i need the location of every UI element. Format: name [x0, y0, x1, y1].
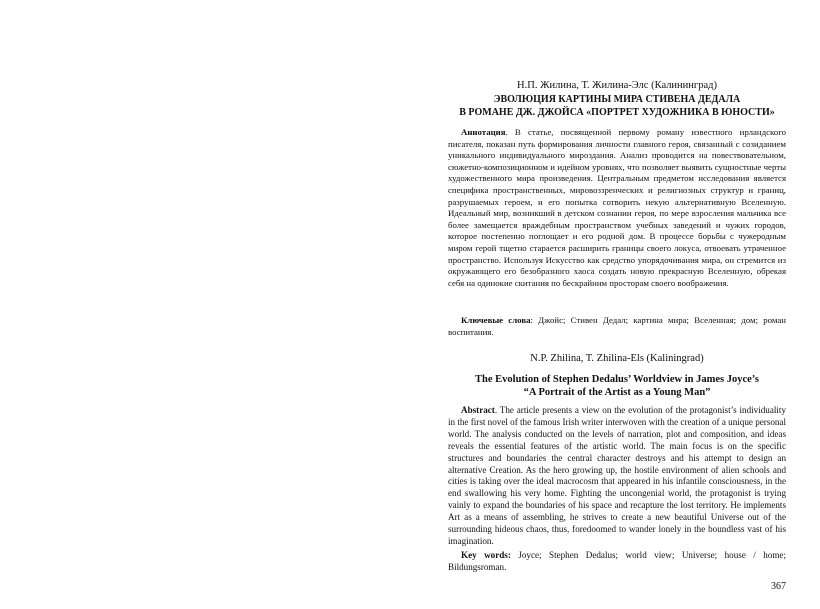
ru-abstract-text: . В статье, посвященной первому роману известного ирландского писателя, показан путь формирования личности главного героя, связанный с созиданием уникального индивидуального мироздания. Анализ проводится на повествовательном, сюжетно-композиционном и идейном уровнях, что позволяет выявить сущностные черты художественного мира произведения. Центральным предметом исследования является специфика пространственных, мировоззренческих и религиозных структур и границ, разрушаемых героем, и его попытка сотворить некую альтернативную Вселенную. Идеальный мир, возникший в детском сознании героя, по мере взросления мальчика все более замещается враждебным пространством учебных заведений и чужих городов, которое постепенно поглощает и его родной дом. В процессе борьбы с чужеродным миром герой тщетно старается расширить границы своего локуса, отвоевать утраченное пространство. Используя Искусство как средство упорядочивания мира, он стремится из окружающего его безобразного хаоса создать новую прекрасную Вселенную, обрекая себя на одинокие скитания по бескрайним просторам своего воображения. [448, 127, 786, 288]
ru-abstract-label: Аннотация [461, 127, 506, 137]
en-abstract [448, 405, 786, 548]
en-keywords [448, 550, 786, 574]
page-number: 367 [771, 581, 786, 592]
ru-title-line-1: ЭВОЛЮЦИЯ КАРТИНЫ МИРА СТИВЕНА ДЕДАЛА [493, 94, 741, 105]
en-title-line-1: The Evolution of Stephen Dedalus’ Worldview in James Joyce’s [475, 374, 759, 385]
en-abstract-text: . The article presents a view on the evolution of the protagonist’s individuality in the first novel of the famous Irish writer interwoven with the creation of a unique personal world. The analysis conducted on the levels of narration, plot and composition, and ideas reveals the essential features of the artistic world. The main focus is on the specific structures and boundaries the central character destroys and his attempt to design an alternative Creation. As the hero growing up, the hostile environment of alien schools and cities is taking over the ideal macrocosm that appeared in his infantile consciousness, in the end swallowing his very home. Fighting the uncongenial world, the protagonist is trying vainly to expand the boundaries of his space and recapture the lost territory. He implements Art as a means of assembling, he strives to create a new beautiful Universe out of the surrounding hideous chaos, thus, foredoomed to wander lonely in the boundless vast of his imagination. [448, 405, 786, 546]
ru-title [448, 94, 786, 119]
ru-abstract [448, 127, 786, 289]
en-authors: N.P. Zhilina, T. Zhilina-Els (Kaliningrad) [530, 353, 704, 364]
ru-authors: Н.П. Жилина, Т. Жилина-Элс (Калининград) [517, 80, 717, 91]
en-abstract-label: Abstract [461, 405, 495, 415]
en-keywords-label: Key words: [461, 550, 511, 560]
en-title-line-2: “A Portrait of the Artist as a Young Man” [523, 386, 711, 398]
ru-keywords [448, 315, 786, 338]
ru-keywords-text: : Джойс; Стивен Дедал; картина мира; Вселенная; дом; роман воспитания. [448, 315, 786, 337]
en-keywords-text: Joyce; Stephen Dedalus; world view; Universe; house / home; Bildungsroman. [448, 550, 786, 572]
en-title [448, 374, 786, 399]
article-page [448, 0, 786, 609]
ru-keywords-label: Ключевые слова [461, 315, 531, 325]
ru-title-line-2: В РОМАНЕ ДЖ. ДЖОЙСА «ПОРТРЕТ ХУДОЖНИКА В ЮНОСТИ» [459, 106, 775, 118]
